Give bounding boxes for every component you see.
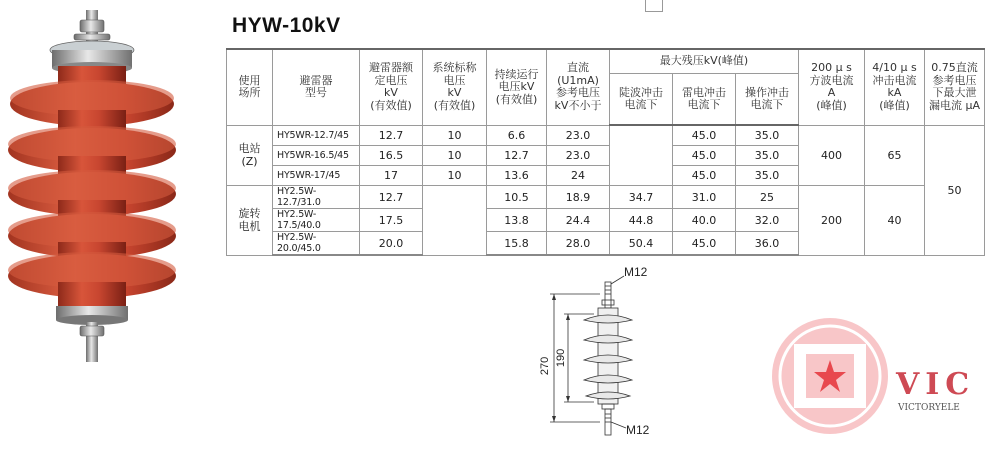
cell-rated: 17.5 <box>360 209 423 232</box>
cell-dc: 23.0 <box>547 146 610 166</box>
top-nut <box>80 20 104 32</box>
table-row <box>227 125 985 146</box>
cell-continuous: 6.6 <box>487 125 547 146</box>
cell-model: HY5WR-17/45 <box>273 166 360 186</box>
cell-dc: 18.9 <box>547 186 610 209</box>
dim-total-label: 270 <box>539 356 551 376</box>
cell-rated: 20.0 <box>360 232 423 256</box>
header-continuous-voltage: 持续运行 电压kV (有效值) <box>487 49 547 125</box>
cell-model: HY5WR-12.7/45 <box>273 125 360 146</box>
cell-dc: 24.4 <box>547 209 610 232</box>
cell-dc: 23.0 <box>547 125 610 146</box>
cell-impulse-motor: 40 <box>865 186 925 256</box>
cell-steep: 44.8 <box>610 209 673 232</box>
bottom-bolt-label: M12 <box>626 423 650 437</box>
cell-rated: 16.5 <box>360 146 423 166</box>
cell-lightning: 45.0 <box>673 166 736 186</box>
cell-steep: 50.4 <box>610 232 673 256</box>
cell-system-empty <box>423 186 487 256</box>
cell-rated: 17 <box>360 166 423 186</box>
cell-steep: 34.7 <box>610 186 673 209</box>
cell-lightning: 45.0 <box>673 125 736 146</box>
top-bolt-label: M12 <box>624 265 648 279</box>
cell-continuous: 10.5 <box>487 186 547 209</box>
cell-system: 10 <box>423 166 487 186</box>
header-system-voltage: 系统标称 电压 kV (有效值) <box>423 49 487 125</box>
cell-rated: 12.7 <box>360 186 423 209</box>
logo-mark: VIC <box>896 367 976 402</box>
header-lightning: 雷电冲击 电流下 <box>673 74 736 126</box>
cell-switching: 35.0 <box>736 146 799 166</box>
cell-switching: 25 <box>736 186 799 209</box>
header-steep-wave: 陡波冲击 电流下 <box>610 74 673 126</box>
cell-lightning: 45.0 <box>673 232 736 256</box>
cell-model: HY5WR-16.5/45 <box>273 146 360 166</box>
cell-continuous: 13.6 <box>487 166 547 186</box>
cell-system: 10 <box>423 146 487 166</box>
group-station: 电站 (Z) <box>227 125 273 186</box>
header-site: 使用 场所 <box>227 49 273 125</box>
page-title: HYW-10kV <box>232 14 341 37</box>
cell-switching: 32.0 <box>736 209 799 232</box>
cell-continuous: 13.8 <box>487 209 547 232</box>
cell-continuous: 15.8 <box>487 232 547 256</box>
cell-switching: 35.0 <box>736 125 799 146</box>
spec-table <box>226 48 985 256</box>
logo-name: VICTORYELE <box>898 403 960 413</box>
group-motor: 旋转 电机 <box>227 186 273 256</box>
cell-continuous: 12.7 <box>487 146 547 166</box>
cell-leakage: 50 <box>925 125 985 255</box>
cell-dc: 28.0 <box>547 232 610 256</box>
cell-system: 10 <box>423 125 487 146</box>
header-rated-voltage: 避雷器额 定电压 kV (有效值) <box>360 49 423 125</box>
insulator-sheds <box>8 80 176 308</box>
cell-model: HY2.5W-20.0/45.0 <box>273 232 360 256</box>
cell-impulse-station: 65 <box>865 125 925 186</box>
header-leakage: 0.75直流 参考电压 下最大泄 漏电流 μA <box>925 49 985 125</box>
cell-lightning: 40.0 <box>673 209 736 232</box>
cell-square-wave-station: 400 <box>799 125 865 186</box>
header-model: 避雷器 型号 <box>273 49 360 125</box>
cell-switching: 35.0 <box>736 166 799 186</box>
cell-model: HY2.5W-17.5/40.0 <box>273 209 360 232</box>
cell-steep-empty <box>610 125 673 186</box>
header-switching: 操作冲击 电流下 <box>736 74 799 126</box>
arrester-product-photo <box>0 0 200 450</box>
cell-lightning: 45.0 <box>673 146 736 166</box>
cell-square-wave-motor: 200 <box>799 186 865 256</box>
dimension-drawing <box>520 262 700 450</box>
company-logo <box>768 300 994 450</box>
cell-rated: 12.7 <box>360 125 423 146</box>
cell-lightning: 31.0 <box>673 186 736 209</box>
dim-body-label: 190 <box>555 348 567 368</box>
header-impulse-current: 4/10 μ s 冲击电流 kA (峰值) <box>865 49 925 125</box>
header-square-wave: 200 μ s 方波电流 A (峰值) <box>799 49 865 125</box>
table-row <box>227 186 985 209</box>
decorative-box <box>645 0 663 12</box>
header-dc-voltage: 直流 (U1mA) 参考电压 kV不小于 <box>547 49 610 125</box>
cell-model: HY2.5W-12.7/31.0 <box>273 186 360 209</box>
header-max-residual: 最大残压kV(峰值) <box>610 49 799 74</box>
cell-dc: 24 <box>547 166 610 186</box>
cell-switching: 36.0 <box>736 232 799 256</box>
